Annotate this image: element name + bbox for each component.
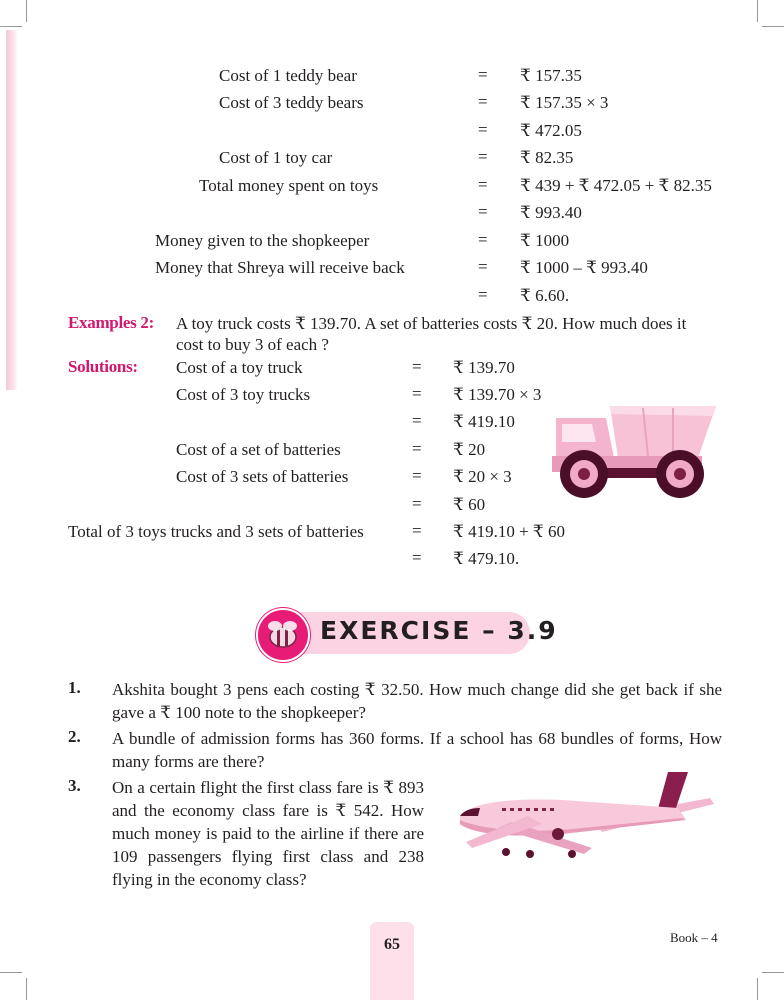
bee-icon [258,610,308,660]
example-label: Examples 2: [68,313,154,332]
equals-sign: = [478,120,488,139]
row-value: ₹ 1000 – ₹ 993.40 [520,258,648,277]
row-label: Cost of 1 teddy bear [219,66,357,85]
solution-label: Solutions: [68,357,138,376]
row-value: ₹ 157.35 [520,66,582,85]
equals-sign: = [412,411,422,430]
row-value: ₹ 139.70 [453,358,515,377]
row-value: ₹ 157.35 × 3 [520,93,609,112]
equals-sign: = [478,147,488,166]
row-value: ₹ 20 [453,440,486,459]
row-label: Cost of 3 teddy bears [219,93,364,112]
toy-truck-illustration [548,398,718,502]
exercise-badge [256,608,310,662]
equals-sign: = [478,65,488,84]
question-number: 2. [68,727,81,746]
equals-sign: = [478,92,488,111]
equals-sign: = [478,285,488,304]
margin-decoration [6,30,18,390]
equals-sign: = [478,230,488,249]
row-value: ₹ 479.10. [453,549,520,568]
row-label: Cost of a set of batteries [176,440,341,459]
row-label: Total money spent on toys [199,176,379,195]
equals-sign: = [478,257,488,276]
truck-wheel [560,450,608,498]
question-text: A bundle of admission forms has 360 forms. If a school has 68 bundles of forms, How many forms are there? [112,729,722,771]
equals-sign: = [478,175,488,194]
row-label: Cost of a toy truck [176,358,303,377]
airplane-illustration [442,768,718,864]
book-label: Book – 4 [670,930,718,945]
row-value: ₹ 20 × 3 [453,467,512,486]
row-value: ₹ 439 + ₹ 472.05 + ₹ 82.35 [520,176,712,195]
equals-sign: = [412,521,422,540]
row-label: Cost of 3 sets of batteries [176,467,349,486]
truck-wheel [656,450,704,498]
equals-sign: = [412,466,422,485]
row-value: ₹ 419.10 + ₹ 60 [453,522,565,541]
row-value: ₹ 60 [453,495,486,514]
question-number: 1. [68,678,81,697]
exercise-title: EXERCISE – 3.9 [320,616,558,645]
row-value: ₹ 139.70 × 3 [453,385,542,404]
equals-sign: = [412,357,422,376]
row-label: Cost of 1 toy car [219,148,333,167]
row-value: ₹ 993.40 [520,203,582,222]
equals-sign: = [412,439,422,458]
row-value: ₹ 419.10 [453,412,515,431]
row-value: ₹ 472.05 [520,121,582,140]
equals-sign: = [412,384,422,403]
question-text: Akshita bought 3 pens each costing ₹ 32.50. How much change did she get back if she gave a ₹ 100 note to the shopkeeper? [112,680,722,722]
example-text-line1: A toy truck costs ₹ 139.70. A set of batteries costs ₹ 20. How much does it [176,314,687,333]
page-number-tab [370,922,414,1000]
row-label: Total of 3 toys trucks and 3 sets of batteries [68,522,364,541]
row-value: ₹ 6.60. [520,286,570,305]
equals-sign: = [412,494,422,513]
example-text-line2: cost to buy 3 of each ? [176,335,329,354]
page-number: 65 [384,936,400,953]
question-number: 3. [68,776,81,795]
equals-sign: = [412,548,422,567]
row-label: Money given to the shopkeeper [155,231,370,250]
row-label: Cost of 3 toy trucks [176,385,311,404]
row-label: Money that Shreya will receive back [155,258,405,277]
question-text: On a certain flight the first class fare is ₹ 893 and the economy class fare is ₹ 542. How much money is paid to the airline if there are 109 passengers flying first class and 238 flying in the economy class? [112,778,424,889]
row-value: ₹ 1000 [520,231,570,250]
row-value: ₹ 82.35 [520,148,574,167]
equals-sign: = [478,202,488,221]
